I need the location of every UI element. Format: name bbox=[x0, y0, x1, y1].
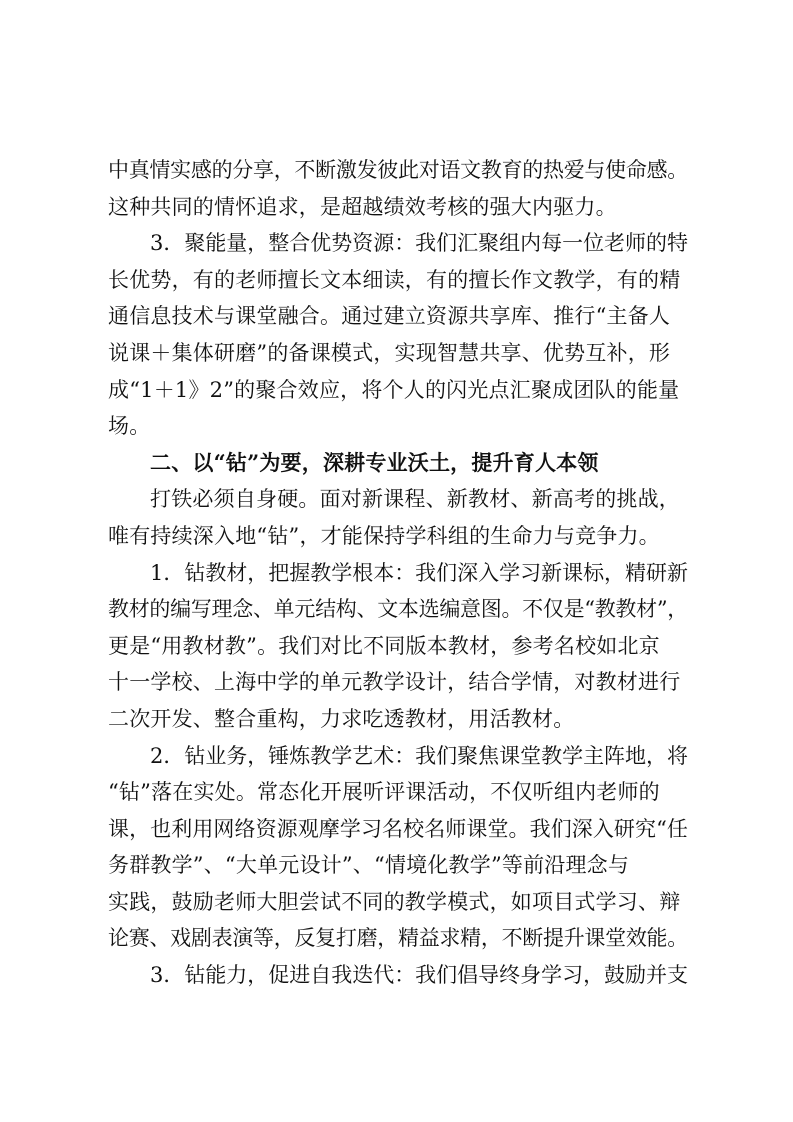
paragraph-start: 3．聚能量，整合优势资源：我们汇聚组内每一位老师的特 bbox=[150, 231, 688, 256]
paragraph-start: 打铁必须自身硬。面对新课程、新教材、新高考的挑战， bbox=[150, 487, 680, 512]
text-line: 这种共同的情怀追求，是超越绩效考核的强大内驱力。 bbox=[108, 194, 617, 219]
text-line: 实践，鼓励老师大胆尝试不同的教学模式，如项目式学习、辩 bbox=[108, 889, 681, 914]
paragraph-start: 3．钻能力，促进自我迭代：我们倡导终身学习，鼓励并支 bbox=[150, 963, 688, 988]
text-line: 说课＋集体研磨”的备课模式，实现智慧共享、优势互补，形 bbox=[108, 340, 671, 365]
text-line: 通信息技术与课堂融合。通过建立资源共享库、推行“主备人 bbox=[108, 304, 671, 329]
text-line: 唯有持续深入地“钻”，才能保持学科组的生命力与竞争力。 bbox=[108, 523, 660, 548]
text-line: “钻”落在实处。常态化开展听评课活动，不仅听组内老师的 bbox=[108, 780, 660, 805]
text-line: 成“1＋1》2”的聚合效应，将个人的闪光点汇聚成团队的能量 bbox=[108, 377, 680, 402]
paragraph-start: 1．钻教材，把握教学根本：我们深入学习新课标，精研新 bbox=[150, 560, 688, 585]
paragraph-start: 2．钻业务，锤炼教学艺术：我们聚焦课堂教学主阵地，将 bbox=[150, 743, 688, 768]
text-line: 长优势，有的老师擅长文本细读，有的擅长作文教学，有的精 bbox=[108, 267, 681, 292]
text-line: 课，也利用网络资源观摩学习名校名师课堂。我们深入研究“任 bbox=[108, 816, 688, 841]
text-line: 十一学校、上海中学的单元教学设计，结合学情，对教材进行 bbox=[108, 670, 681, 695]
text-line: 中真情实感的分享，不断激发彼此对语文教育的热爱与使命感。 bbox=[108, 158, 688, 182]
text-line: 论赛、戏剧表演等，反复打磨，精益求精，不断提升课堂效能。 bbox=[108, 926, 688, 951]
text-line: 二次开发、整合重构，力求吃透教材，用活教材。 bbox=[108, 706, 575, 731]
section-heading: 二、以“钻”为要，深耕专业沃土，提升育人本领 bbox=[150, 449, 599, 475]
text-line: 务群教学”、“大单元设计”、“情境化教学”等前沿理念与 bbox=[108, 853, 630, 878]
document-body bbox=[108, 152, 688, 994]
text-line: 更是“用教材教”。我们对比不同版本教材，参考名校如北京 bbox=[108, 633, 660, 658]
text-line: 场。 bbox=[108, 414, 151, 439]
text-line: 教材的编写理念、单元结构、文本选编意图。不仅是“教教材”， bbox=[108, 597, 688, 622]
